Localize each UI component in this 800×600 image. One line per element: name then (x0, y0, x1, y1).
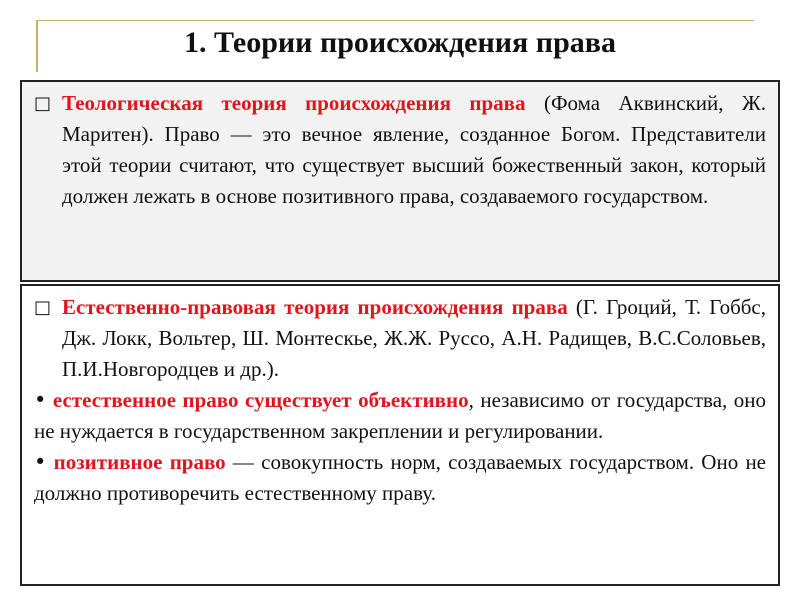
checkbox-bullet-icon: □ (34, 297, 52, 318)
theological-theory-paragraph (34, 88, 766, 212)
slide-title: 1. Теории происхождения права (184, 26, 616, 59)
checkbox-bullet-icon: □ (34, 93, 52, 114)
theological-theory-box (20, 80, 780, 282)
natural-law-bullet-2-text: — совокупность норм, создаваемых государством. Оно не должно противоречить естественному праву. (34, 450, 767, 505)
title-area (0, 0, 800, 80)
natural-law-bullet-1 (34, 385, 766, 447)
theological-theory-text: (Фома Аквинский, Ж. Маритен). Право — это вечное явление, созданное Богом. Представители этой теории считают, что существует высший божественный закон, который должен лежать в основе позитивного права, создаваемого государством. (62, 91, 766, 208)
bullet-dot-icon: • (34, 450, 47, 474)
natural-law-theory-text: (Г. Гроций, Т. Гоббс, Дж. Локк, Вольтер, Ш. Монтескье, Ж.Ж. Руссо, А.Н. Радищев, В.С.Соловьев, П.И.Новгородцев и др.). (62, 295, 767, 381)
natural-law-bullet-2 (34, 447, 766, 509)
theological-theory-heading: Теологическая теория происхождения права (62, 91, 526, 115)
natural-law-bullet-2-highlight: позитивное право (53, 450, 226, 474)
natural-law-theory-heading: Естественно-правовая теория происхождения права (62, 295, 568, 319)
title-vertical-rule (36, 20, 38, 72)
bullet-dot-icon: • (34, 388, 47, 412)
title-horizontal-rule (36, 20, 754, 21)
natural-law-theory-paragraph (34, 292, 766, 385)
natural-law-bullet-1-highlight: естественное право существует объективно (52, 388, 469, 412)
natural-law-bullet-1-text: , независимо от государства, оно не нуждается в государственном закреплении и регулировании. (34, 388, 767, 443)
natural-law-theory-box (20, 284, 780, 586)
